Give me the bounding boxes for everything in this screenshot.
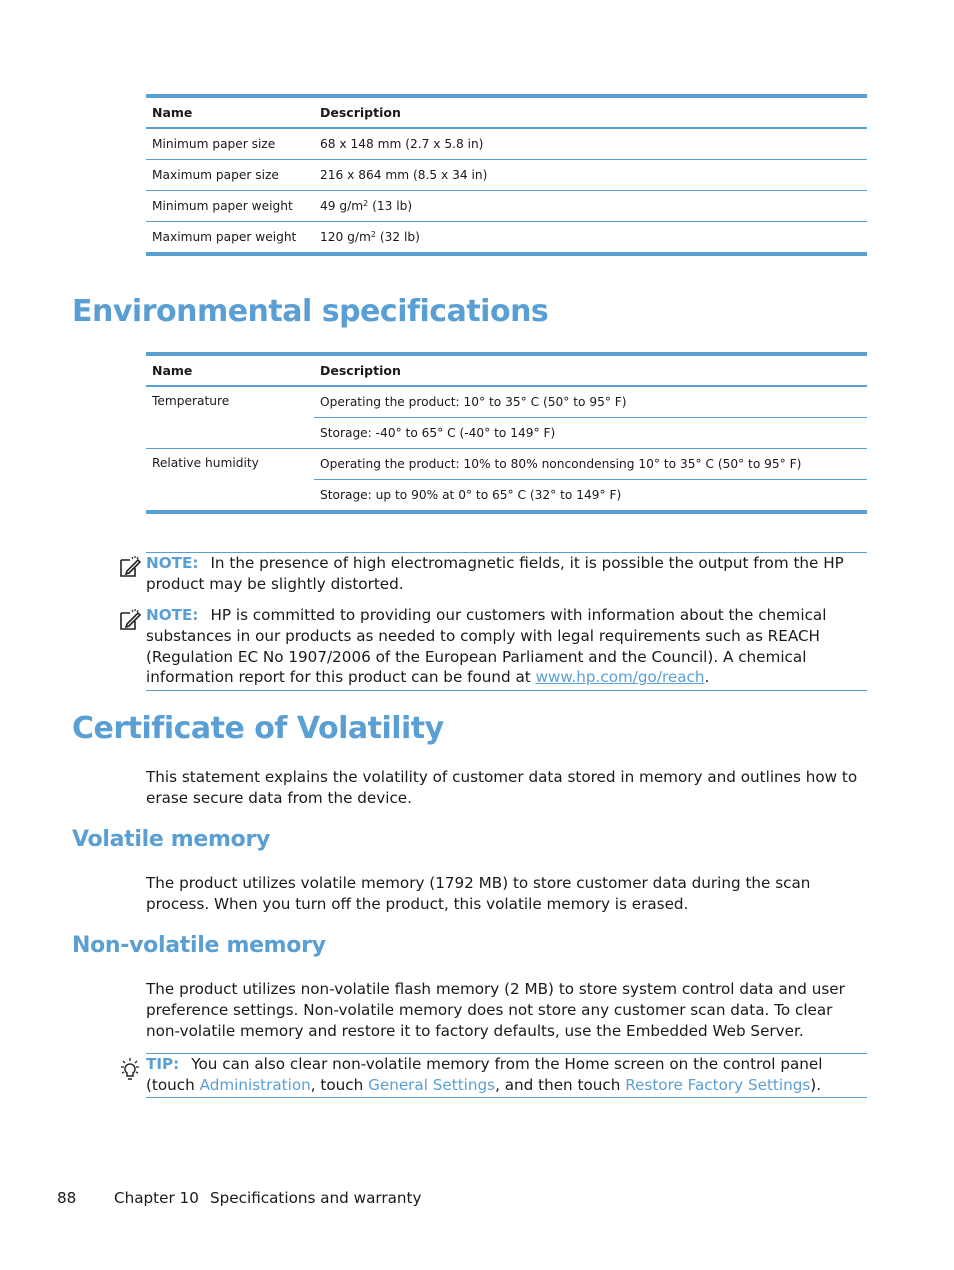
superscript: 2 bbox=[363, 199, 369, 208]
cell-name: Relative humidity bbox=[152, 456, 259, 470]
cell-description: Operating the product: 10% to 80% noncondensing 10° to 35° C (50° to 95° F) bbox=[314, 449, 867, 480]
footer-chapter-title: Specifications and warranty bbox=[210, 1189, 422, 1207]
table-row bbox=[146, 160, 867, 191]
cell-description bbox=[314, 222, 867, 255]
table-row bbox=[146, 191, 867, 222]
paper-spec-table bbox=[146, 94, 867, 256]
cell-description: Storage: -40° to 65° C (-40° to 149° F) bbox=[314, 418, 867, 449]
column-header-description: Description bbox=[314, 96, 867, 128]
column-header-name: Name bbox=[146, 96, 314, 128]
note-text: . bbox=[704, 668, 710, 687]
note-body bbox=[146, 605, 867, 691]
tip-text: , touch bbox=[310, 1075, 369, 1094]
superscript: 2 bbox=[370, 230, 376, 239]
table-header-row bbox=[146, 96, 867, 128]
page-number: 88 bbox=[57, 1189, 77, 1207]
ui-ref-administration: Administration bbox=[199, 1075, 311, 1094]
note-body bbox=[146, 553, 867, 595]
tip-text: ). bbox=[810, 1075, 822, 1094]
cell-description bbox=[314, 191, 867, 222]
cell-name: Maximum paper size bbox=[146, 160, 314, 191]
subheading-non-volatile-memory: Non-volatile memory bbox=[72, 933, 326, 958]
tip-text: You can also clear non-volatile memory from the Home screen on the control panel (touch bbox=[146, 1055, 823, 1094]
tip-text: , and then touch bbox=[495, 1075, 626, 1094]
environmental-spec-table bbox=[146, 352, 867, 514]
reach-link[interactable]: www.hp.com/go/reach bbox=[535, 668, 705, 687]
note-text: In the presence of high electromagnetic fields, it is possible the output from the HP product may be slightly distorted. bbox=[146, 554, 844, 593]
cell-name: Maximum paper weight bbox=[152, 230, 297, 244]
cell-description: Storage: up to 90% at 0° to 65° C (32° to 149° F) bbox=[320, 488, 622, 502]
value-text: (32 lb) bbox=[375, 230, 420, 244]
column-header-description: Description bbox=[314, 354, 867, 386]
value-text: 49 g/m bbox=[320, 199, 364, 213]
footer-chapter: Chapter 10 bbox=[114, 1189, 199, 1207]
tip-body bbox=[146, 1053, 867, 1098]
cell-description: 216 x 864 mm (8.5 x 34 in) bbox=[314, 160, 867, 191]
note-text: HP is committed to providing our customers with information about the chemical substances in our products as needed to comply with legal requirements such as REACH (Regulation EC No 1907/2006 of the European Parliament and the Council). A chemical information report for this product can be found at bbox=[146, 606, 827, 687]
table-row bbox=[146, 449, 867, 480]
subheading-volatile-memory: Volatile memory bbox=[72, 827, 271, 852]
note-pencil-icon bbox=[118, 608, 142, 632]
cell-name: Temperature bbox=[146, 386, 314, 449]
note-label: NOTE: bbox=[146, 606, 199, 624]
cell-description: 68 x 148 mm (2.7 x 5.8 in) bbox=[314, 128, 867, 160]
lightbulb-icon bbox=[118, 1057, 142, 1081]
volatile-memory-text: The product utilizes volatile memory (1792 MB) to store customer data during the scan process. When you turn off the product, this volatile memory is erased. bbox=[146, 874, 811, 913]
section-heading-environmental: Environmental specifications bbox=[72, 294, 549, 329]
note-electromagnetic bbox=[146, 552, 867, 595]
value-text: 120 g/m bbox=[320, 230, 371, 244]
ui-ref-general-settings: General Settings bbox=[368, 1075, 496, 1094]
table-row bbox=[146, 386, 867, 418]
non-volatile-memory-text: The product utilizes non-volatile flash memory (2 MB) to store system control data and user preference settings. Non-volatile memory does not store any customer scan data. To clear non-volatile memory and restore it to factory defaults, use the Embedded Web Server. bbox=[146, 980, 845, 1040]
value-text: (13 lb) bbox=[368, 199, 413, 213]
cell-description: Operating the product: 10° to 35° C (50° to 95° F) bbox=[314, 386, 867, 418]
table-row bbox=[146, 222, 867, 255]
note-reach bbox=[146, 605, 867, 691]
tip-box bbox=[146, 1053, 867, 1098]
note-pencil-icon bbox=[118, 555, 142, 579]
cell-name: Minimum paper size bbox=[146, 128, 314, 160]
tip-label: TIP: bbox=[146, 1055, 180, 1073]
section-heading-certificate: Certificate of Volatility bbox=[72, 711, 444, 746]
cell-name: Minimum paper weight bbox=[146, 191, 314, 222]
table-header-row bbox=[146, 354, 867, 386]
note-label: NOTE: bbox=[146, 554, 199, 572]
table-row bbox=[146, 128, 867, 160]
certificate-intro: This statement explains the volatility of customer data stored in memory and outlines how to erase secure data from the device. bbox=[146, 768, 858, 807]
column-header-name: Name bbox=[146, 354, 314, 386]
ui-ref-restore-factory-settings: Restore Factory Settings bbox=[625, 1075, 811, 1094]
